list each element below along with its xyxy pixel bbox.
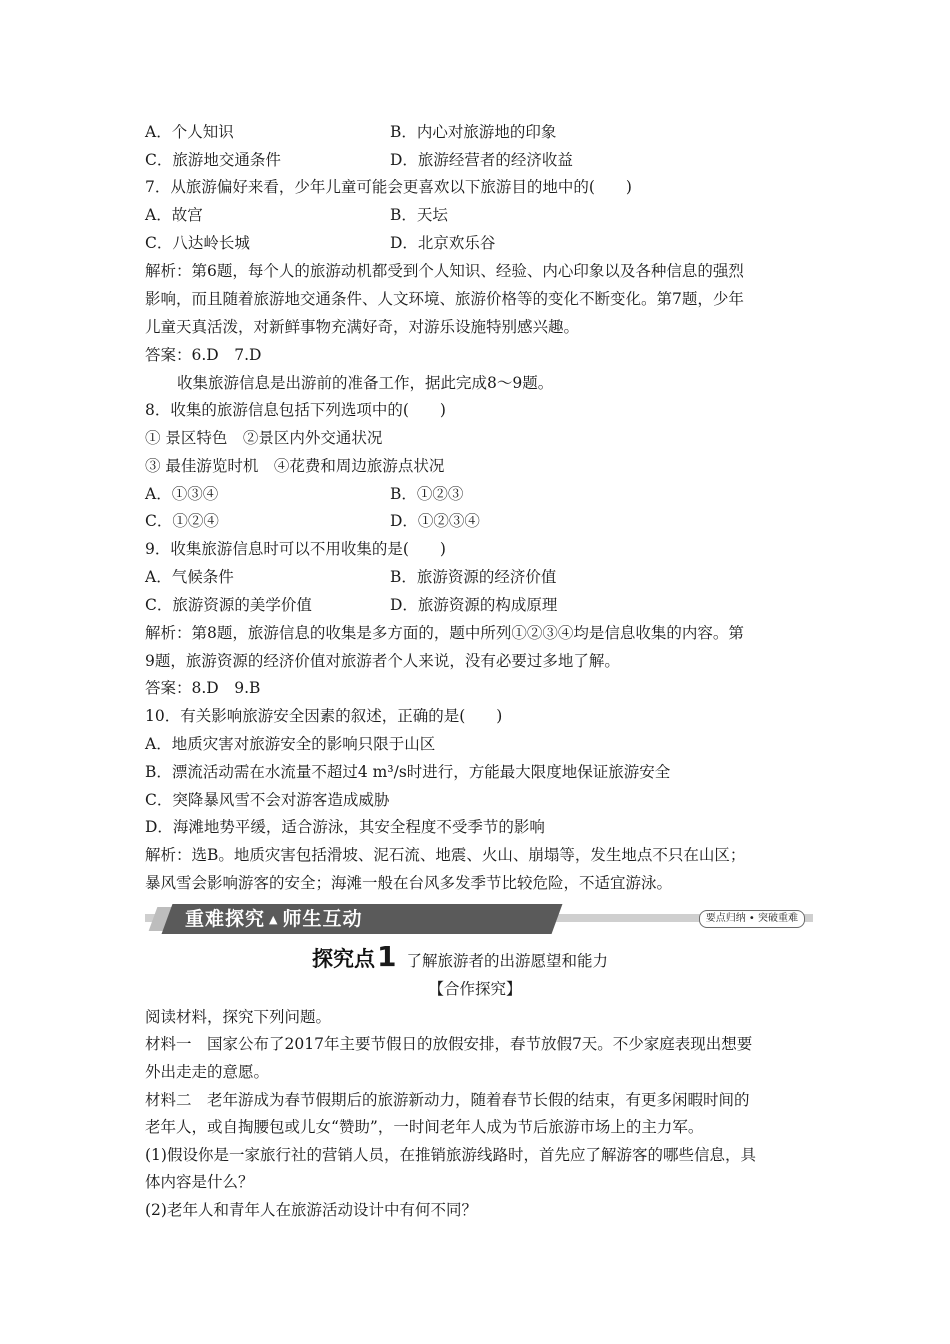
explore-number: 1 (377, 940, 397, 973)
material-1-line: 材料一 国家公布了2017年主要节假日的放假安排，春节放假7天。不少家庭表现出想要 (145, 1035, 753, 1053)
question-2: (2)老年人和青年人在旅游活动设计中有何不同？ (145, 1201, 477, 1219)
q7-option-d: D．北京欢乐谷 (390, 234, 496, 252)
q6-option-a: A．个人知识 (145, 123, 234, 141)
q8-option-a: A．①③④ (145, 485, 219, 503)
banner-badge: 要点归纳 • 突破重难 (699, 910, 805, 928)
q6-option-b: B．内心对旅游地的印象 (390, 123, 557, 141)
answer-67: 答案：6.D 7.D (145, 346, 262, 364)
q8-option-c: C．①②④ (145, 512, 219, 530)
explore-label: 探究点 (312, 947, 375, 971)
reading-instruction: 阅读材料，探究下列问题。 (145, 1008, 332, 1026)
q9-option-c: C．旅游资源的美学价值 (145, 596, 312, 614)
q10-option-b: B．漂流活动需在水流量不超过4 m³/s时进行，方能最大限度地保证旅游安全 (145, 763, 671, 781)
banner-title-right: 师生互动 (282, 908, 363, 930)
analysis-10-line: 解析：选B。地质灾害包括滑坡、泥石流、地震、火山、崩塌等，发生地点不只在山区； (145, 846, 746, 864)
analysis-67-line: 解析：第6题，每个人的旅游动机都受到个人知识、经验、内心印象以及各种信息的强烈 (145, 262, 744, 280)
q9-option-b: B．旅游资源的经济价值 (390, 568, 557, 586)
q7-option-c: C．八达岭长城 (145, 234, 250, 252)
material-2-line: 材料二 老年游成为春节假期后的旅游新动力，随着春节长假的结束，有更多闲暇时间的 (145, 1091, 750, 1109)
material-2-line: 老年人，或自掏腰包或儿女“赞助”，一时间老年人成为节后旅游市场上的主力军。 (145, 1118, 704, 1136)
q8-option-b: B．①②③ (390, 485, 464, 503)
q6-option-c: C．旅游地交通条件 (145, 151, 281, 169)
analysis-67-line: 儿童天真活泼，对新鲜事物充满好奇，对游乐设施特别感兴趣。 (145, 318, 580, 336)
q10-option-d: D．海滩地势平缓，适合游泳，其安全程度不受季节的影响 (145, 818, 545, 836)
answer-89: 答案：8.D 9.B (145, 679, 261, 697)
explore-title: 了解旅游者的出游愿望和能力 (406, 952, 608, 970)
q7-option-b: B．天坛 (390, 206, 448, 224)
q10-option-a: A．地质灾害对旅游安全的影响只限于山区 (145, 735, 436, 753)
q8-stem: 8．收集的旅游信息包括下列选项中的( ) (145, 401, 446, 419)
explore-heading (312, 940, 608, 973)
q6-option-d: D．旅游经营者的经济收益 (390, 151, 573, 169)
coop-heading: 【合作探究】 (428, 980, 522, 998)
q10-option-c: C．突降暴风雪不会对游客造成威胁 (145, 791, 390, 809)
analysis-89-line: 9题，旅游资源的经济价值对旅游者个人来说，没有必要过多地了解。 (145, 652, 620, 670)
material-1-line: 外出走走的意愿。 (145, 1063, 270, 1081)
q8-items-1: ① 景区特色 ②景区内外交通状况 (145, 429, 383, 447)
banner-title (185, 906, 363, 933)
analysis-67-line: 影响，而且随着旅游地交通条件、人文环境、旅游价格等的变化不断变化。第7题，少年 (145, 290, 744, 308)
question-1-line: 体内容是什么？ (145, 1173, 254, 1191)
q7-option-a: A．故宫 (145, 206, 203, 224)
analysis-89-line: 解析：第8题，旅游信息的收集是多方面的，题中所列①②③④均是信息收集的内容。第 (145, 624, 744, 642)
intro-89: 收集旅游信息是出游前的准备工作，据此完成8～9题。 (177, 374, 554, 392)
q7-stem: 7．从旅游偏好来看，少年儿童可能会更喜欢以下旅游目的地中的( ) (145, 178, 632, 196)
q9-option-d: D．旅游资源的构成原理 (390, 596, 558, 614)
question-1-line: (1)假设你是一家旅行社的营销人员，在推销旅游线路时，首先应了解游客的哪些信息，具 (145, 1146, 756, 1164)
q8-option-d: D．①②③④ (390, 512, 480, 530)
triangle-icon: ▲ (269, 912, 279, 926)
q9-option-a: A．气候条件 (145, 568, 234, 586)
q10-stem: 10．有关影响旅游安全因素的叙述，正确的是( ) (145, 707, 503, 725)
banner-title-left: 重难探究 (185, 908, 266, 930)
analysis-10-line: 暴风雪会影响游客的安全；海滩一般在台风多发季节比较危险，不适宜游泳。 (145, 874, 673, 892)
section-banner (145, 904, 813, 934)
q9-stem: 9．收集旅游信息时可以不用收集的是( ) (145, 540, 446, 558)
q8-items-2: ③ 最佳游览时机 ④花费和周边旅游点状况 (145, 457, 445, 475)
